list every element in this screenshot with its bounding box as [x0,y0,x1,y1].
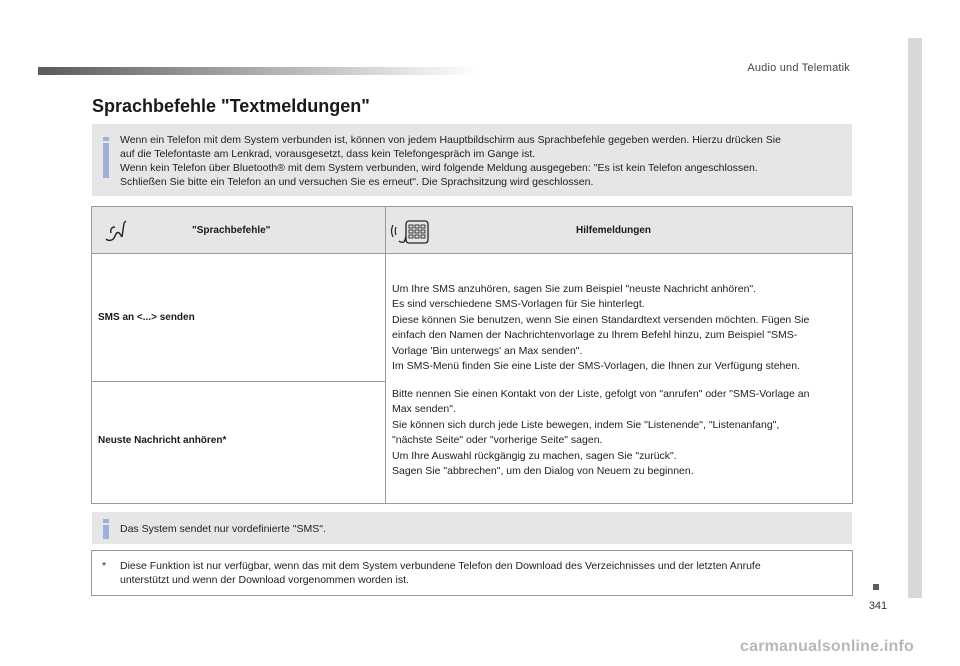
info-line: auf die Telefontaste am Lenkrad, vorausgesetzt, dass kein Telefongespräch im Gange ist. [120,148,536,160]
footnote-line: Diese Funktion ist nur verfügbar, wenn das mit dem System verbundene Telefon den Download des Verzeichnisses und der letzten Anrufe [120,560,761,572]
info-icon [103,519,109,523]
info-line: Wenn ein Telefon mit dem System verbunden ist, können von jedem Hauptbildschirm aus Sprachbefehle gegeben werden. Hierzu drücken Sie [120,134,781,146]
help-line: Vorlage 'Bin unterwegs' an Max senden". [392,344,583,357]
help-text-block [392,282,848,374]
help-line: Um Ihre SMS anzuhören, sagen Sie zum Beispiel "neuste Nachricht anhören". [392,283,757,295]
table-header [92,207,852,254]
info-box [92,124,852,196]
help-line: Es sind verschiedene SMS-Vorlagen für Sie hinterlegt. [392,298,645,311]
row-divider [92,381,385,382]
command-sms-send: SMS an <...> senden [98,312,195,323]
help-line: Sie können sich durch jede Liste bewegen, indem Sie "Listenende", "Listenanfang", [392,418,780,431]
help-message-icon [390,215,434,247]
help-line: Im SMS-Menü finden Sie eine Liste der SMS-Vorlagen, die Ihnen zur Verfügung stehen. [392,360,800,373]
info-icon-bar [103,143,109,178]
note-box [92,512,852,544]
page-number: 341 [868,600,888,612]
footnote-star: * [102,560,107,572]
help-line: Diese können Sie benutzen, wenn Sie einen Standardtext versenden möchten. Fügen Sie [392,313,810,326]
column-divider [385,253,386,503]
watermark: carmanualsonline.info [740,638,915,655]
help-line: Sagen Sie "abbrechen", um den Dialog von Neuem zu beginnen. [392,465,694,478]
voice-command-table [91,206,853,504]
info-icon-bar [103,525,109,539]
info-line: Schließen Sie bitte ein Telefon an und versuchen Sie es erneut". Die Sprachsitzung wird geschlossen. [120,176,594,188]
footnote-box [91,550,853,596]
section-label: Audio und Telematik [747,62,850,74]
help-line: einfach den Namen der Nachrichtenvorlage zu Ihrem Befehl hinzu, zum Beispiel "SMS- [392,329,798,342]
footnote-line: unterstützt und wenn der Download vorgenommen worden ist. [120,574,409,586]
note-text: Das System sendet nur vordefinierte "SMS". [120,523,326,535]
voice-command-icon [102,215,132,245]
header-gradient-bar [38,67,478,75]
info-icon [103,137,109,141]
help-text-block [392,387,848,479]
help-line: "nächste Seite" oder "vorherige Seite" sagen. [392,434,603,447]
help-line: Bitte nennen Sie einen Kontakt von der Liste, gefolgt von "anrufen" oder "SMS-Vorlage an [392,388,810,400]
column-header-commands: "Sprachbefehle" [192,225,271,236]
help-line: Um Ihre Auswahl rückgängig zu machen, sagen Sie "zurück". [392,449,677,462]
side-strip [908,38,922,598]
column-header-help: Hilfemeldungen [576,225,652,236]
header-divider [385,207,386,253]
page-marker [873,584,879,590]
help-line: Max senden". [392,403,456,416]
command-newest-message: Neuste Nachricht anhören* [98,435,227,446]
info-line: Wenn kein Telefon über Bluetooth® mit dem System verbunden, wird folgende Meldung ausgegeben: "Es ist kein Telefon angeschlossen. [120,162,758,174]
page-title: Sprachbefehle "Textmeldungen" [92,96,370,116]
